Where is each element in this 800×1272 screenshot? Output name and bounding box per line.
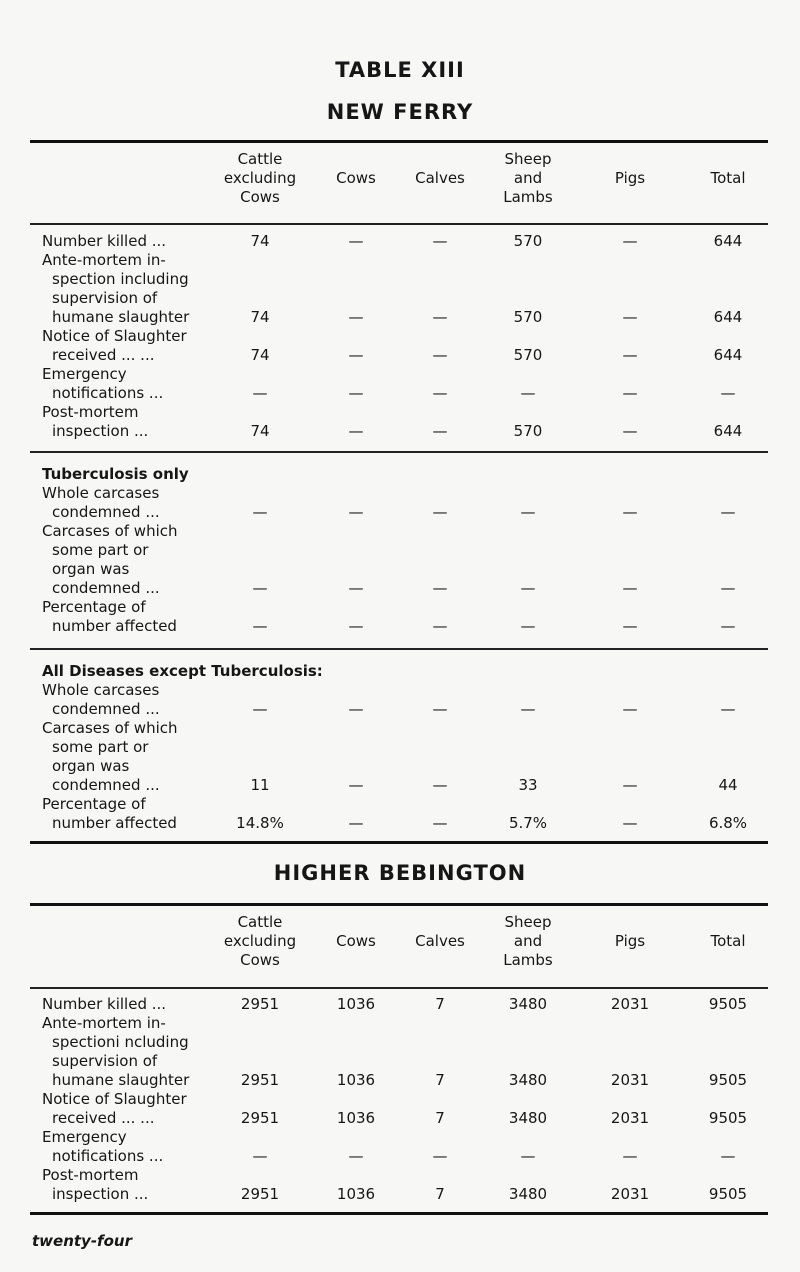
table-cell: 644 xyxy=(713,422,743,440)
table-cell: 6.8% xyxy=(708,814,748,832)
table-cell: 9505 xyxy=(708,995,748,1013)
row-label: received ... ... xyxy=(52,346,155,364)
row-label: Number killed ... xyxy=(42,995,167,1013)
table-cell: 5.7% xyxy=(508,814,548,832)
section-title-new-ferry: NEW FERRY xyxy=(326,100,474,124)
table-cell: — xyxy=(252,1147,268,1165)
table-cell: — xyxy=(520,700,536,718)
column-header: Cattle xyxy=(237,150,283,168)
table-cell: — xyxy=(622,776,638,794)
column-header: Pigs xyxy=(614,169,646,187)
table-cell: — xyxy=(432,579,448,597)
column-header: Calves xyxy=(415,932,465,950)
table-cell: — xyxy=(622,700,638,718)
table-cell: 7 xyxy=(435,1109,445,1127)
table-cell: — xyxy=(622,232,638,250)
table-cell: — xyxy=(720,1147,736,1165)
table-cell: 33 xyxy=(518,776,538,794)
table-cell: — xyxy=(348,814,364,832)
row-label: some part or xyxy=(52,541,149,559)
section-rule xyxy=(30,648,768,650)
table-cell: — xyxy=(432,776,448,794)
row-label: spectioni ncluding xyxy=(52,1033,189,1051)
table-cell: 2951 xyxy=(240,1185,280,1203)
row-label: humane slaughter xyxy=(52,1071,190,1089)
table-cell: — xyxy=(622,308,638,326)
table-cell: — xyxy=(348,617,364,635)
table-cell: — xyxy=(432,384,448,402)
table-cell: — xyxy=(520,503,536,521)
table-cell: 3480 xyxy=(508,1185,548,1203)
table-cell: — xyxy=(348,384,364,402)
table-cell: — xyxy=(348,422,364,440)
row-label: Whole carcases xyxy=(42,484,160,502)
table-cell: 7 xyxy=(435,1071,445,1089)
row-label: humane slaughter xyxy=(52,308,190,326)
table-cell: — xyxy=(720,384,736,402)
table-cell: — xyxy=(720,503,736,521)
column-header: Cattle xyxy=(237,913,283,931)
table-cell: 2951 xyxy=(240,995,280,1013)
table-cell: — xyxy=(348,1147,364,1165)
table-cell: — xyxy=(432,503,448,521)
row-label: Number killed ... xyxy=(42,232,167,250)
header-rule xyxy=(30,223,768,225)
table-cell: — xyxy=(252,617,268,635)
column-header: excluding xyxy=(223,169,297,187)
table-cell: — xyxy=(432,422,448,440)
row-label: spection including xyxy=(52,270,189,288)
table-cell: — xyxy=(252,384,268,402)
column-header: Cows xyxy=(336,932,376,950)
header-rule xyxy=(30,987,768,989)
table-cell: — xyxy=(432,814,448,832)
table-cell: — xyxy=(622,1147,638,1165)
column-header: Total xyxy=(710,169,746,187)
row-label: condemned ... xyxy=(52,579,160,597)
table-cell: — xyxy=(622,814,638,832)
table-cell: — xyxy=(432,700,448,718)
row-label: Whole carcases xyxy=(42,681,160,699)
row-label: Ante-mortem in- xyxy=(42,251,166,269)
column-header: Total xyxy=(710,932,746,950)
row-label: condemned ... xyxy=(52,776,160,794)
table-cell: 644 xyxy=(713,232,743,250)
table-cell: — xyxy=(348,308,364,326)
table-cell: 3480 xyxy=(508,1109,548,1127)
row-label: received ... ... xyxy=(52,1109,155,1127)
table-cell: 644 xyxy=(713,346,743,364)
row-label: Post-mortem xyxy=(42,403,139,421)
table-cell: 9505 xyxy=(708,1109,748,1127)
table-cell: 2031 xyxy=(610,995,650,1013)
table-bottom-rule xyxy=(30,1212,768,1215)
column-header: Cows xyxy=(240,951,280,969)
table-cell: — xyxy=(720,579,736,597)
row-label: notifications ... xyxy=(52,1147,164,1165)
table-cell: 74 xyxy=(250,232,270,250)
table-cell: 644 xyxy=(713,308,743,326)
row-label: supervision of xyxy=(52,1052,158,1070)
column-header: Sheep xyxy=(504,913,552,931)
table-cell: 44 xyxy=(718,776,738,794)
row-label: supervision of xyxy=(52,289,158,307)
table-cell: — xyxy=(520,384,536,402)
column-header: and xyxy=(513,169,543,187)
row-label: condemned ... xyxy=(52,700,160,718)
table-cell: 74 xyxy=(250,308,270,326)
table-cell: — xyxy=(252,579,268,597)
table-cell: 2031 xyxy=(610,1109,650,1127)
column-header: Calves xyxy=(415,169,465,187)
column-header: Cows xyxy=(240,188,280,206)
row-label: notifications ... xyxy=(52,384,164,402)
table-cell: — xyxy=(520,579,536,597)
table-cell: — xyxy=(348,346,364,364)
table-cell: — xyxy=(252,503,268,521)
row-label: Emergency xyxy=(42,365,127,383)
table-cell: 570 xyxy=(513,308,543,326)
row-label: inspection ... xyxy=(52,1185,149,1203)
table-cell: 2951 xyxy=(240,1109,280,1127)
table-cell: — xyxy=(520,617,536,635)
table-top-rule xyxy=(30,140,768,143)
table-cell: — xyxy=(622,422,638,440)
section-title-higher-bebington: HIGHER BEBINGTON xyxy=(273,861,527,885)
row-label: organ was xyxy=(52,757,130,775)
table-cell: — xyxy=(432,232,448,250)
row-label: organ was xyxy=(52,560,130,578)
row-label: Percentage of xyxy=(42,795,146,813)
table-cell: 570 xyxy=(513,422,543,440)
table-cell: — xyxy=(432,308,448,326)
column-header: Lambs xyxy=(503,951,553,969)
table-cell: — xyxy=(720,617,736,635)
table-cell: — xyxy=(622,346,638,364)
row-label: Notice of Slaughter xyxy=(42,327,187,345)
column-header: excluding xyxy=(223,932,297,950)
row-label: number affected xyxy=(52,814,177,832)
table-cell: — xyxy=(348,503,364,521)
table-cell: — xyxy=(432,346,448,364)
row-label: inspection ... xyxy=(52,422,149,440)
table-cell: — xyxy=(432,617,448,635)
table-cell: 9505 xyxy=(708,1071,748,1089)
row-label: Carcases of which xyxy=(42,719,178,737)
table-bottom-rule xyxy=(30,841,768,844)
row-label: Carcases of which xyxy=(42,522,178,540)
table-cell: 2031 xyxy=(610,1071,650,1089)
table-cell: 74 xyxy=(250,422,270,440)
table-cell: 7 xyxy=(435,995,445,1013)
table-cell: 570 xyxy=(513,232,543,250)
column-header: Cows xyxy=(336,169,376,187)
page-title: TABLE XIII xyxy=(335,58,465,82)
table-cell: 11 xyxy=(250,776,270,794)
table-cell: 2031 xyxy=(610,1185,650,1203)
table-cell: 7 xyxy=(435,1185,445,1203)
column-header: Lambs xyxy=(503,188,553,206)
row-label: Post-mortem xyxy=(42,1166,139,1184)
section-heading-all-diseases: All Diseases except Tuberculosis: xyxy=(42,662,323,680)
table-cell: — xyxy=(622,384,638,402)
section-rule xyxy=(30,451,768,453)
table-cell: 74 xyxy=(250,346,270,364)
table-cell: — xyxy=(520,1147,536,1165)
table-cell: — xyxy=(348,776,364,794)
row-label: Percentage of xyxy=(42,598,146,616)
page-footer: twenty-four xyxy=(32,1232,132,1250)
table-cell: 14.8% xyxy=(236,814,284,832)
table-cell: — xyxy=(622,579,638,597)
table-cell: — xyxy=(622,503,638,521)
table-cell: — xyxy=(252,700,268,718)
row-label: condemned ... xyxy=(52,503,160,521)
table-cell: 9505 xyxy=(708,1185,748,1203)
column-header: Sheep xyxy=(504,150,552,168)
table-top-rule xyxy=(30,903,768,906)
section-heading-tuberculosis: Tuberculosis only xyxy=(42,465,189,483)
table-cell: 2951 xyxy=(240,1071,280,1089)
table-cell: 1036 xyxy=(336,995,376,1013)
table-cell: 1036 xyxy=(336,1071,376,1089)
table-cell: 3480 xyxy=(508,995,548,1013)
column-header: and xyxy=(513,932,543,950)
table-cell: — xyxy=(348,700,364,718)
row-label: Emergency xyxy=(42,1128,127,1146)
column-header: Pigs xyxy=(614,932,646,950)
row-label: number affected xyxy=(52,617,177,635)
row-label: Ante-mortem in- xyxy=(42,1014,166,1032)
row-label: some part or xyxy=(52,738,149,756)
table-cell: — xyxy=(348,579,364,597)
table-cell: 1036 xyxy=(336,1109,376,1127)
table-cell: 3480 xyxy=(508,1071,548,1089)
table-cell: 570 xyxy=(513,346,543,364)
table-cell: — xyxy=(432,1147,448,1165)
table-cell: — xyxy=(622,617,638,635)
row-label: Notice of Slaughter xyxy=(42,1090,187,1108)
table-cell: — xyxy=(720,700,736,718)
table-cell: 1036 xyxy=(336,1185,376,1203)
table-cell: — xyxy=(348,232,364,250)
